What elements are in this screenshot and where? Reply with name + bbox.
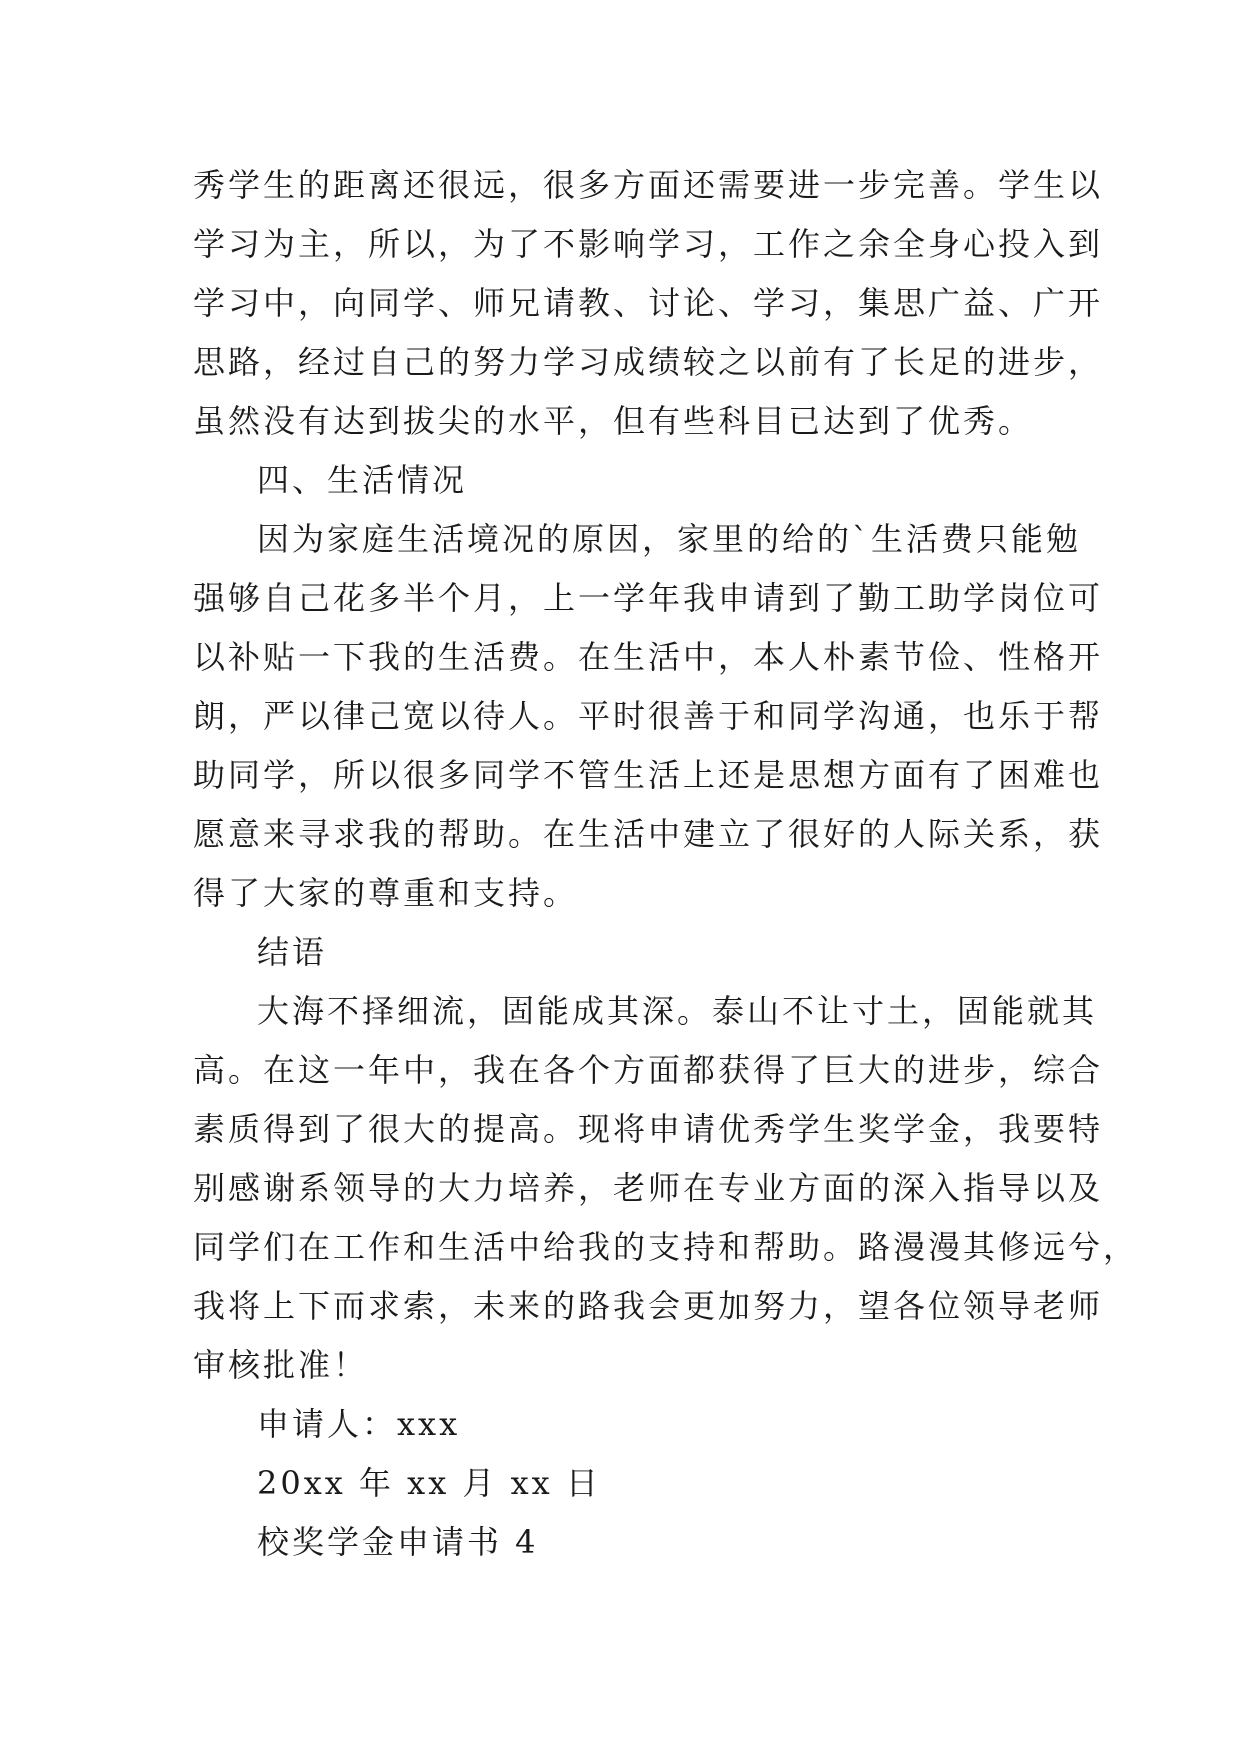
paragraph-line: 大海不择细流，固能成其深。泰山不让寸土，固能就其 <box>257 992 1098 1030</box>
paragraph-line: 强够自己花多半个月，上一学年我申请到了勤工助学岗位可 <box>193 579 1104 617</box>
paragraph-line: 愿意来寻求我的帮助。在生活中建立了很好的人际关系，获 <box>193 815 1104 853</box>
paragraph-line: 我将上下而求索，未来的路我会更加努力，望各位领导老师 <box>193 1287 1104 1325</box>
paragraph-line: 学习中，向同学、师兄请教、讨论、学习，集思广益、广开 <box>193 284 1104 322</box>
application-date: 20xx 年 xx 月 xx 日 <box>257 1464 601 1502</box>
paragraph-line: 高。在这一年中，我在各个方面都获得了巨大的进步，综合 <box>193 1051 1104 1089</box>
paragraph-line: 因为家庭生活境况的原因，家里的给的`生活费只能勉 <box>257 520 1082 558</box>
paragraph-line: 同学们在工作和生活中给我的支持和帮助。路漫漫其修远兮， <box>193 1228 1139 1266</box>
paragraph-line: 助同学，所以很多同学不管生活上还是思想方面有了困难也 <box>193 756 1104 794</box>
paragraph-line: 审核批准！ <box>193 1346 369 1384</box>
paragraph-line: 以补贴一下我的生活费。在生活中，本人朴素节俭、性格开 <box>193 638 1104 676</box>
paragraph-line: 朗，严以律己宽以待人。平时很善于和同学沟通，也乐于帮 <box>193 697 1104 735</box>
paragraph-line: 秀学生的距离还很远，很多方面还需要进一步完善。学生以 <box>193 166 1104 204</box>
section-heading-life: 四、生活情况 <box>257 461 468 499</box>
paragraph-line: 素质得到了很大的提高。现将申请优秀学生奖学金，我要特 <box>193 1110 1104 1148</box>
paragraph-line: 学习为主，所以，为了不影响学习，工作之余全身心投入到 <box>193 225 1104 263</box>
paragraph-line: 虽然没有达到拔尖的水平，但有些科目已达到了优秀。 <box>193 402 1034 440</box>
applicant-signature: 申请人：xxx <box>257 1405 461 1443</box>
paragraph-line: 别感谢系领导的大力培养，老师在专业方面的深入指导以及 <box>193 1169 1104 1207</box>
document-body <box>193 156 1139 1572</box>
paragraph-line: 思路，经过自己的努力学习成绩较之以前有了长足的进步， <box>193 343 1104 381</box>
next-document-title: 校奖学金申请书 4 <box>257 1523 539 1561</box>
paragraph-line: 得了大家的尊重和支持。 <box>193 874 579 912</box>
section-heading-conclusion: 结语 <box>257 933 328 971</box>
